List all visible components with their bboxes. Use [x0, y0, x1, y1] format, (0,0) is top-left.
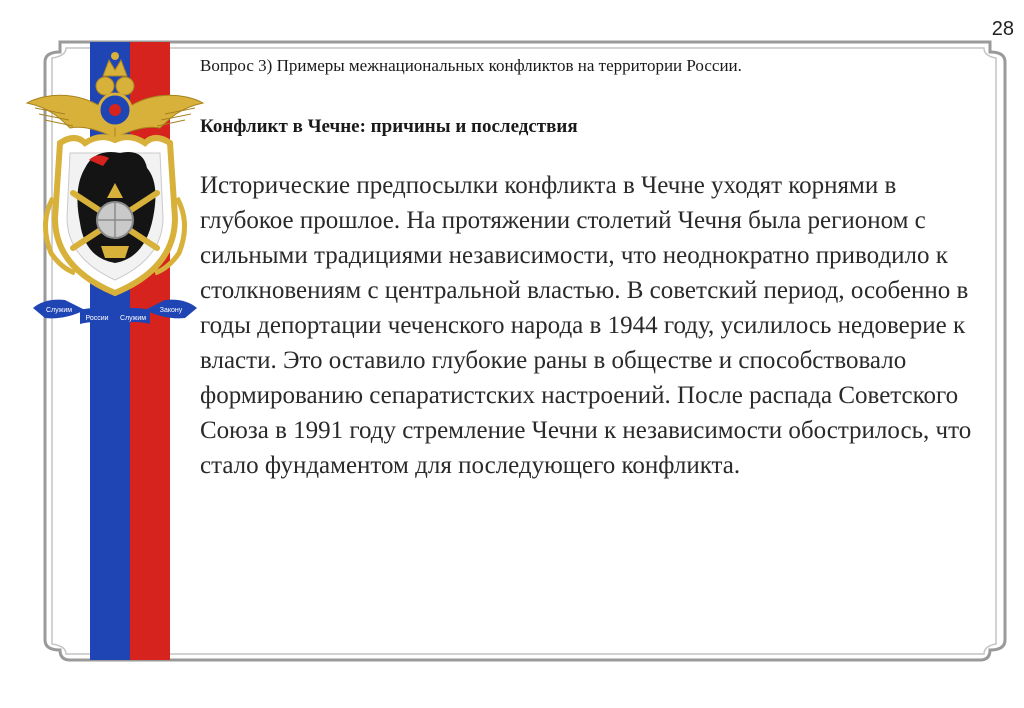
- ribbon-word-3: Служим: [119, 315, 147, 322]
- question-line: Вопрос 3) Примеры межнациональных конфликтов на территории России.: [200, 56, 742, 75]
- body-paragraph: Исторические предпосылки конфликта в Чечне уходят корнями в глубокое прошлое. На протяжении столетий Чечня была регионом с сильными традициями независимости, что неоднократно приводило к столкновениям с центральной властью. В советский период, особенно в годы депортации чеченского народа в 1944 году, усилилось недоверие к власти. Это оставило глубокие раны в обществе и способствовало формированию сепаратистских настроений. После распада Советского Союза в 1991 году стремление Чечни к независимости обострилось, что стало фундаментом для последующего конфликта.: [200, 172, 972, 479]
- section-heading: Конфликт в Чечне: причины и последствия: [200, 116, 578, 137]
- ribbon-word-1: Служим: [45, 307, 73, 314]
- page-number: 28: [991, 18, 1014, 40]
- slide-content: [200, 54, 990, 483]
- police-emblem-icon: [25, 48, 205, 338]
- ribbon-word-2: России: [85, 315, 109, 322]
- ribbon-word-4: Закону: [159, 307, 183, 314]
